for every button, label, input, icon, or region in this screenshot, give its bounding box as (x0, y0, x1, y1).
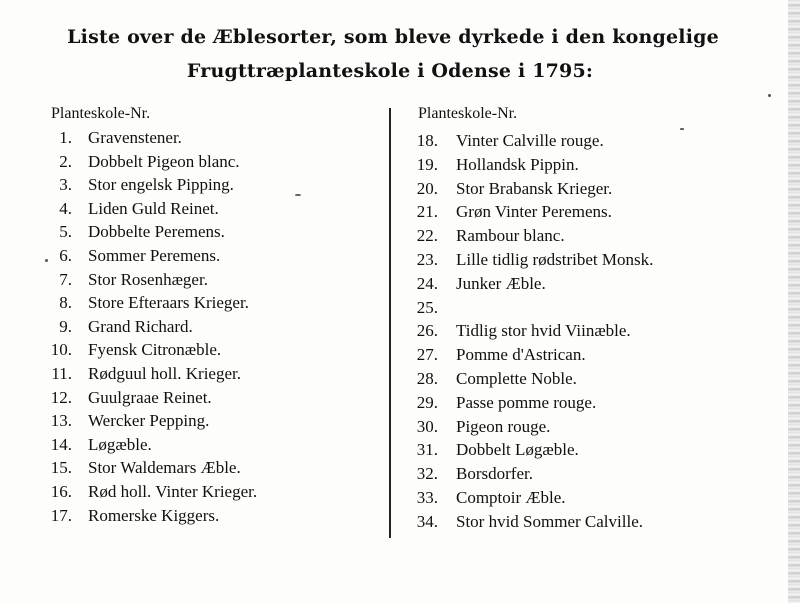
item-number: 24. (416, 274, 438, 293)
item-number: 30. (416, 417, 438, 436)
list-item (0, 201, 800, 223)
item-number: 29. (416, 393, 438, 412)
item-name: Vinter Calville rouge. (456, 131, 604, 150)
item-name: Borsdorfer. (456, 464, 533, 483)
item-number: 3. (59, 175, 72, 194)
item-number: 6. (59, 246, 72, 265)
item-name: Passe pomme rouge. (456, 393, 597, 412)
item-name: Stor Brabansk Krieger. (456, 179, 613, 198)
list-item (0, 416, 800, 438)
item-name: Pigeon rouge. (456, 417, 551, 436)
item-number: 22. (416, 226, 438, 245)
right-column-header: Planteskole-Nr. (418, 105, 518, 122)
scanned-page-edge (788, 0, 800, 603)
list-item (0, 130, 800, 152)
item-number: 8. (59, 293, 72, 312)
item-name: Grand Richard. (88, 317, 193, 336)
item-name: Rødguul holl. Krieger. (88, 364, 241, 383)
item-number: 9. (59, 317, 72, 336)
item-number: 20. (416, 179, 438, 198)
list-item (0, 511, 800, 533)
list-item (0, 320, 800, 342)
item-name: Wercker Pepping. (88, 411, 210, 430)
item-number: 26. (416, 321, 438, 340)
item-name: Complette Noble. (456, 369, 577, 388)
item-number: 18. (416, 131, 438, 150)
item-name: Dobbelte Peremens. (88, 222, 225, 241)
item-number: 31. (416, 440, 438, 459)
ink-speck (680, 128, 684, 130)
item-name: Dobbelt Pigeon blanc. (88, 152, 240, 171)
item-number: 11. (51, 364, 72, 383)
item-name: Lille tidlig rødstribet Monsk. (456, 250, 654, 269)
item-name: Liden Guld Reinet. (88, 199, 219, 218)
item-number: 4. (59, 199, 72, 218)
item-name: Gravenstener. (88, 128, 182, 147)
item-number: 10. (50, 340, 72, 359)
ink-speck (295, 194, 301, 196)
list-item (0, 439, 800, 461)
item-number: 16. (50, 482, 72, 501)
item-number: 12. (50, 388, 72, 407)
item-name: Sommer Peremens. (88, 246, 221, 265)
item-number: 34. (416, 512, 438, 531)
item-name: Store Efteraars Krieger. (88, 293, 249, 312)
list-item (0, 392, 800, 414)
list-item (0, 273, 800, 295)
left-column-header: Planteskole-Nr. (51, 105, 151, 122)
item-name: Hollandsk Pippin. (456, 155, 579, 174)
item-name: Romerske Kiggers. (88, 506, 220, 525)
list-item (0, 297, 800, 319)
item-number: 33. (416, 488, 438, 507)
item-number: 5. (59, 222, 72, 241)
item-name: Pomme d'Astrican. (456, 345, 586, 364)
item-number: 15. (50, 458, 72, 477)
item-name: Junker Æble. (456, 274, 546, 293)
item-name: Fyensk Citronæble. (88, 340, 222, 359)
item-number: 25. (416, 298, 438, 317)
list-item (0, 487, 800, 509)
item-number: 7. (59, 270, 72, 289)
item-name: Løgæble. (88, 435, 152, 454)
item-name: Stor Rosenhæger. (88, 270, 208, 289)
title-line-1: Liste over de Æblesorter, som bleve dyrkede i den kongelige (67, 26, 719, 48)
item-number: 21. (416, 202, 438, 221)
list-item (0, 178, 800, 200)
item-number: 17. (50, 506, 72, 525)
item-name: Dobbelt Løgæble. (456, 440, 579, 459)
list-item (0, 368, 800, 390)
item-number: 27. (416, 345, 438, 364)
item-name: Grøn Vinter Peremens. (456, 202, 612, 221)
ink-speck (768, 94, 771, 97)
item-name: Stor engelsk Pipping. (88, 175, 234, 194)
item-number: 14. (50, 435, 72, 454)
item-number: 23. (416, 250, 438, 269)
item-name: Rambour blanc. (456, 226, 565, 245)
list-item (0, 154, 800, 176)
list-item (0, 463, 800, 485)
ink-speck (45, 259, 48, 262)
item-number: 1. (59, 128, 72, 147)
item-number: 32. (416, 464, 438, 483)
item-name: Guulgraae Reinet. (88, 388, 212, 407)
list-item (0, 249, 800, 271)
item-name: Tidlig stor hvid Viinæble. (456, 321, 631, 340)
item-number: 2. (59, 152, 72, 171)
item-name: Comptoir Æble. (456, 488, 566, 507)
item-number: 13. (50, 411, 72, 430)
item-name: Rød holl. Vinter Krieger. (88, 482, 258, 501)
item-name: Stor hvid Sommer Calville. (456, 512, 643, 531)
item-number: 28. (416, 369, 438, 388)
item-name: Stor Waldemars Æble. (88, 458, 241, 477)
title-line-2: Frugttræplanteskole i Odense i 1795: (186, 60, 594, 82)
list-item (0, 225, 800, 247)
list-item (0, 344, 800, 366)
item-number: 19. (416, 155, 438, 174)
